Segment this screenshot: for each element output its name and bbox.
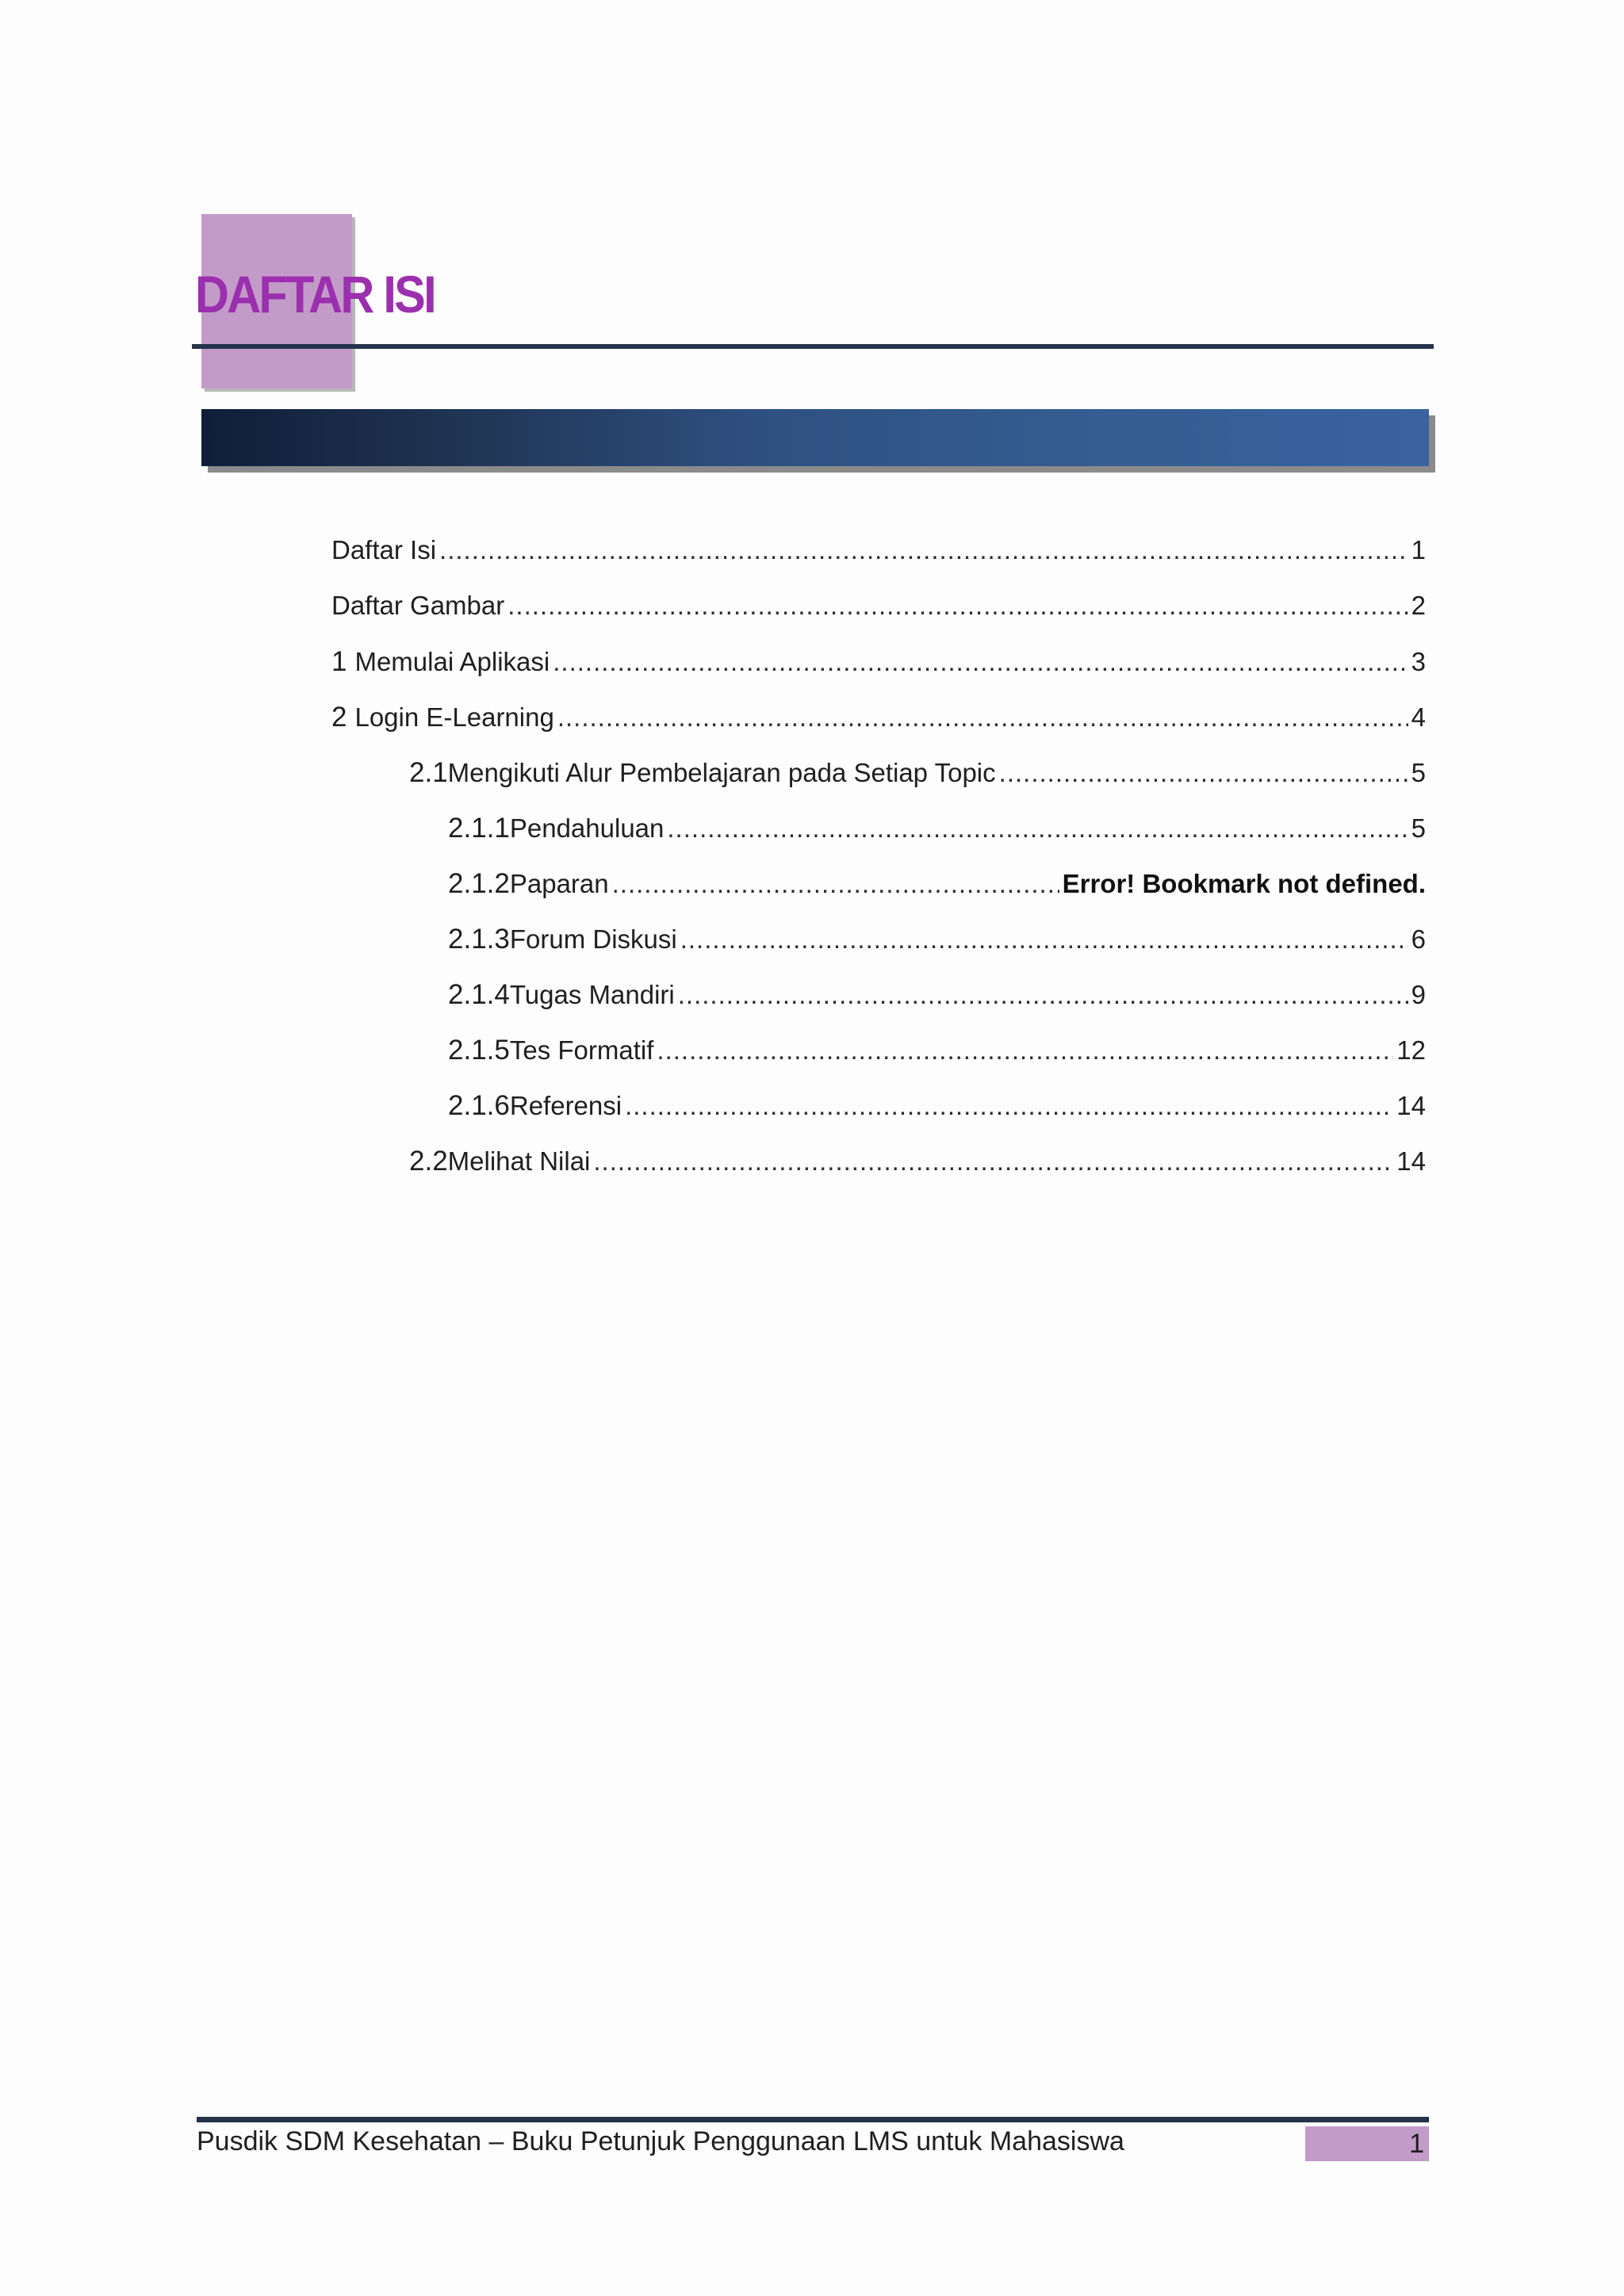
- toc-entry-daftar-gambar[interactable]: [331, 591, 1426, 630]
- toc-entry-number: 2.1.3: [448, 924, 510, 955]
- toc-dot-leader: [625, 1091, 1393, 1121]
- toc-entry-title: Daftar Gambar: [331, 591, 505, 620]
- toc-dot-leader: [680, 924, 1408, 955]
- footer-text: Pusdik SDM Kesehatan – Buku Petunjuk Penggunaan LMS untuk Mahasiswa: [197, 2126, 1124, 2156]
- toc-entry-tes-formatif[interactable]: [448, 1035, 1426, 1074]
- toc-entry-tugas-mandiri[interactable]: [448, 979, 1426, 1019]
- toc-entry-melihat-nilai[interactable]: [409, 1146, 1426, 1185]
- toc-dot-leader: [667, 813, 1408, 844]
- toc-dot-leader: [593, 1146, 1393, 1177]
- toc-dot-leader: [439, 535, 1408, 565]
- toc-entry-number: 2.1.2: [448, 868, 510, 899]
- toc-entry-page-error: Error! Bookmark not defined.: [1062, 869, 1426, 898]
- toc-entry-title: Referensi: [509, 1091, 622, 1120]
- footer-page-box: [1305, 2126, 1429, 2161]
- toc-entry-number: 1: [331, 646, 347, 677]
- toc-dot-leader: [508, 591, 1408, 621]
- toc-entry-number: 2.1: [409, 757, 448, 788]
- toc-entry-page: 9: [1411, 980, 1426, 1009]
- header-banner: [201, 409, 1429, 466]
- toc-entry-number: 2.1.4: [448, 979, 510, 1010]
- toc-entry-page: 14: [1396, 1146, 1426, 1176]
- toc-entry-page: 5: [1411, 758, 1426, 787]
- toc-entry-page: 12: [1396, 1035, 1426, 1065]
- toc-dot-leader: [553, 647, 1408, 677]
- toc-entry-number: 2.1.1: [448, 813, 510, 844]
- toc-entry-title: Pendahuluan: [509, 813, 665, 843]
- toc-entry-page: 5: [1411, 813, 1426, 843]
- toc-entry-page: 6: [1411, 924, 1426, 954]
- toc-entry-title: Memulai Aplikasi: [354, 647, 550, 676]
- toc-entry-daftar-isi[interactable]: [331, 535, 1426, 575]
- page-number: 1: [1409, 2129, 1424, 2159]
- toc-entry-number: 2.2: [409, 1146, 448, 1177]
- toc-entry-page: 14: [1396, 1091, 1426, 1120]
- toc-entry-memulai-aplikasi[interactable]: [331, 646, 1426, 686]
- toc-entry-page: 4: [1411, 702, 1426, 732]
- toc-entry-alur-pembelajaran[interactable]: [409, 757, 1426, 797]
- toc-dot-leader: [612, 869, 1059, 899]
- page-title: DAFTAR ISI: [195, 265, 435, 323]
- toc-entry-paparan[interactable]: [448, 868, 1426, 908]
- footer-rule: [197, 2117, 1429, 2122]
- toc-dot-leader: [657, 1035, 1393, 1066]
- toc-entry-number: 2: [331, 702, 347, 733]
- toc-entry-login-e-learning[interactable]: [331, 702, 1426, 741]
- toc-entry-forum-diskusi[interactable]: [448, 924, 1426, 963]
- toc-entry-referensi[interactable]: [448, 1090, 1426, 1130]
- toc-entry-title: Forum Diskusi: [509, 924, 677, 954]
- toc-entry-page: 1: [1411, 535, 1426, 564]
- toc-entry-page: 2: [1411, 591, 1426, 620]
- title-underline: [192, 344, 1434, 349]
- toc-entry-number: 2.1.6: [448, 1090, 510, 1121]
- toc-entry-title: Daftar Isi: [331, 535, 437, 564]
- toc-entry-title: Login E-Learning: [354, 702, 554, 732]
- toc-entry-title: Melihat Nilai: [447, 1146, 591, 1176]
- toc-dot-leader: [999, 758, 1408, 788]
- toc-entry-title: Tes Formatif: [509, 1035, 654, 1065]
- toc-entry-title: Tugas Mandiri: [509, 980, 675, 1009]
- toc-entry-title: Paparan: [509, 869, 609, 898]
- toc-entry-pendahuluan[interactable]: [448, 813, 1426, 852]
- toc-entry-number: 2.1.5: [448, 1035, 510, 1066]
- toc-entry-page: 3: [1411, 647, 1426, 676]
- toc-dot-leader: [557, 702, 1408, 733]
- toc-dot-leader: [678, 980, 1408, 1010]
- toc-entry-title: Mengikuti Alur Pembelajaran pada Setiap Topic: [447, 758, 996, 787]
